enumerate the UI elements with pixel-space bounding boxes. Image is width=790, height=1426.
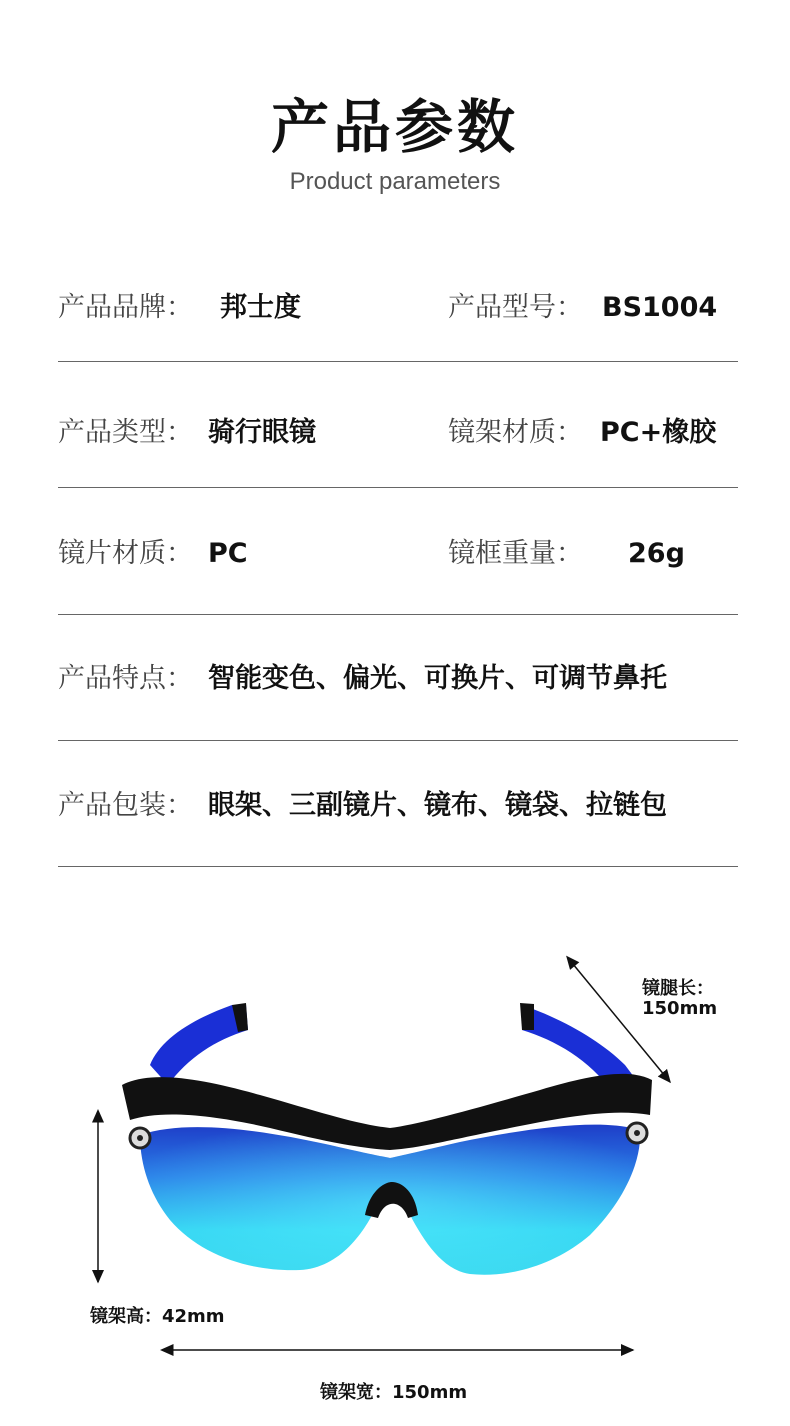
frame-height-label: 镜架高：42mm [90, 1306, 225, 1327]
frame-weight-label: 镜框重量： [448, 538, 583, 569]
page-subtitle: Product parameters [289, 168, 501, 195]
frame-material-label: 镜架材质： [448, 417, 583, 448]
frame-weight-value: 26g [628, 538, 685, 569]
lens-material-value: PC [208, 538, 248, 569]
package-label: 产品包装： [58, 790, 193, 821]
brand-label: 产品品牌： [58, 292, 193, 323]
temple-length-value: 150mm [642, 998, 718, 1019]
frame-material-value: PC+橡胶 [600, 417, 717, 448]
type-value: 骑行眼镜 [208, 417, 316, 448]
lens-material-label: 镜片材质： [58, 538, 193, 569]
frame-width-label: 镜架宽：150mm [320, 1382, 468, 1403]
type-label: 产品类型： [58, 417, 193, 448]
package-value: 眼架、三副镜片、镜布、镜袋、拉链包 [208, 790, 667, 821]
features-value: 智能变色、偏光、可换片、可调节鼻托 [208, 663, 667, 694]
model-label: 产品型号： [448, 292, 583, 323]
temple-length-label: 镜腿长： [642, 978, 714, 999]
model-value: BS1004 [602, 292, 718, 323]
brand-value: 邦士度 [220, 292, 301, 323]
features-label: 产品特点： [58, 663, 193, 694]
page-title: 产品参数 [270, 93, 519, 161]
